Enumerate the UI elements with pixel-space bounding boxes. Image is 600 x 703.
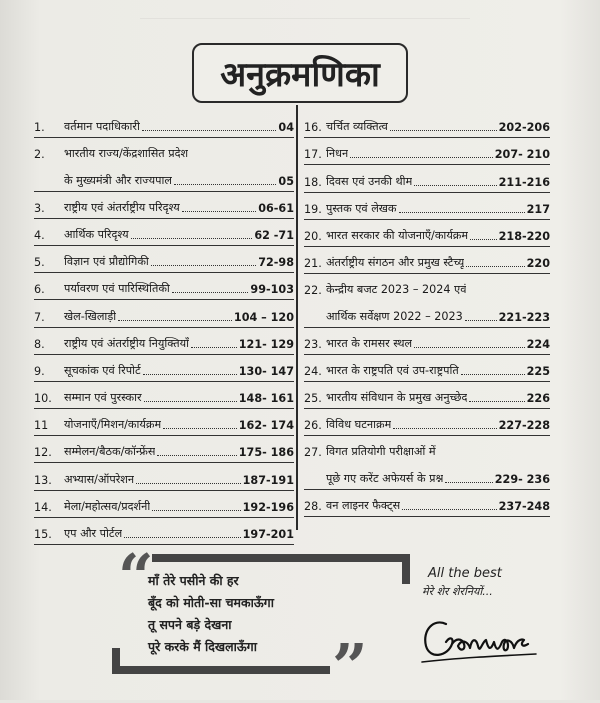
toc-entry-number: 21. (304, 257, 322, 271)
toc-entry-line (304, 247, 550, 273)
toc-entry-label: विगत प्रतियोगी परीक्षाओं में (326, 445, 436, 459)
toc-left-column (34, 111, 294, 545)
toc-entry-label: राष्ट्रीय एवं अंतर्राष्ट्रीय नियुक्तियाँ (64, 336, 190, 350)
toc-entry-line (34, 382, 294, 408)
toc-entry-number: 11 (34, 419, 49, 433)
toc-entry (34, 219, 294, 246)
toc-entry-number: 2. (34, 148, 45, 162)
quote-frame-top (152, 554, 410, 562)
toc-entry (304, 328, 550, 355)
toc-entry-number: 26. (304, 419, 322, 433)
quote-block (112, 540, 412, 703)
toc-entry-number: 5. (34, 256, 45, 270)
toc-entry-number: 23. (304, 337, 322, 351)
toc-entry-page: 04 (278, 121, 294, 135)
toc-entry (304, 355, 550, 382)
toc-entry (304, 111, 550, 138)
toc-entry-page: 187-191 (242, 473, 294, 487)
toc-entry-number: 13. (34, 473, 52, 487)
dot-leader (469, 401, 524, 402)
dot-leader (466, 266, 524, 267)
toc-entry-page: 06-61 (258, 201, 294, 215)
dot-leader (470, 239, 497, 240)
quote-line: माँ तेरे पसीने की हर (148, 573, 239, 588)
toc-entry-line (304, 300, 550, 326)
toc-entry-label: के मुख्यमंत्री और राज्यपाल (64, 173, 172, 187)
toc-entry-line (34, 355, 294, 381)
toc-entry-number: 7. (34, 310, 45, 324)
toc-entry-label: विविध घटनाक्रम (326, 418, 392, 432)
toc-entry-number: 20. (304, 229, 322, 243)
toc-entry-page: 121- 129 (238, 337, 294, 351)
toc-entry-label: आर्थिक सर्वेक्षण 2022 – 2023 (326, 309, 463, 323)
signature-block (416, 566, 566, 676)
toc-entry-page: 72-98 (258, 256, 294, 270)
signature-greeting: All the best (428, 566, 502, 581)
dot-leader (163, 428, 237, 429)
toc-entry-number: 8. (34, 337, 45, 351)
toc-entry (304, 220, 550, 247)
toc-entry-label: केन्द्रीय बजट 2023 – 2024 एवं (326, 283, 467, 297)
dot-leader (414, 347, 525, 348)
toc-entry (34, 328, 294, 355)
toc-entry-line (304, 165, 550, 191)
toc-entry-line (34, 463, 294, 489)
quote-line: पूरे करके मैं दिखलाऊँगा (148, 639, 257, 654)
toc-entry-number: 10. (34, 392, 52, 406)
toc-entry (34, 192, 294, 219)
dot-leader (399, 212, 525, 213)
toc-entry-page: 62 -71 (254, 228, 294, 242)
toc-entry-label: योजनाएँ/मिशन/कार्यक्रम (64, 418, 162, 432)
toc-entry-number: 1. (34, 121, 45, 135)
toc-entry-number: 19. (304, 202, 322, 216)
toc-entry (304, 409, 550, 436)
dot-leader (414, 185, 496, 186)
toc-entry-page: 229- 236 (494, 472, 550, 486)
toc-entry (34, 111, 294, 138)
toc-entry (34, 138, 294, 191)
toc-entry-line (304, 409, 550, 435)
toc-entry-label: भारत सरकार की योजनाएँ/कार्यक्रम (326, 228, 469, 242)
toc-entry-page: 130- 147 (238, 364, 294, 378)
dot-leader (182, 211, 256, 212)
dot-leader (143, 374, 237, 375)
toc-entry-number: 4. (34, 228, 45, 242)
toc-entry-number: 16. (304, 121, 322, 135)
toc-entry (304, 138, 550, 165)
toc-entry-line (304, 328, 550, 354)
toc-entry (34, 491, 294, 518)
column-divider (296, 105, 298, 530)
toc-entry (304, 274, 550, 327)
toc-entry-number: 15. (34, 528, 52, 541)
toc-entry-number: 12. (34, 446, 52, 460)
toc-entry (34, 436, 294, 463)
dot-leader (131, 238, 253, 239)
toc-entry-number: 3. (34, 201, 45, 215)
dot-leader (393, 428, 496, 429)
toc-entry-page: 227-228 (498, 419, 550, 433)
toc-entry-label: वन लाइनर फैक्ट्स (326, 498, 401, 512)
signature-tagline: मेरे शेर शेरनियों... (422, 585, 493, 598)
title-wrap (0, 43, 600, 105)
toc-entry-page: 162- 174 (238, 419, 294, 433)
toc-entry-page: 225 (526, 364, 550, 378)
dot-leader (118, 320, 232, 321)
toc-entry (34, 273, 294, 300)
toc-entry-line (34, 111, 294, 137)
toc-entry-line (304, 111, 550, 137)
toc-entry (34, 382, 294, 409)
toc-entry-label: खेल-खिलाड़ी (64, 309, 117, 323)
toc-entry-page: 192-196 (242, 500, 294, 514)
toc-entry-page: 104 – 120 (233, 310, 294, 324)
toc-entry-label: सूचकांक एवं रिपोर्ट (64, 363, 141, 377)
toc-entry-label: वर्तमान पदाधिकारी (64, 120, 140, 134)
toc-entry-label: विज्ञान एवं प्रौद्योगिकी (64, 255, 149, 269)
toc-entry-number: 22. (304, 284, 322, 298)
toc-entry-number: 14. (34, 500, 52, 514)
toc-entry-line (34, 164, 294, 190)
toc-entry-label: भारतीय संविधान के प्रमुख अनुच्छेद (326, 391, 468, 405)
toc-entry-line (304, 436, 550, 462)
toc-entry-label: निधन (326, 147, 349, 161)
dot-leader (174, 184, 276, 185)
quote-frame-left (112, 648, 120, 674)
toc-entry-number: 28. (304, 499, 322, 513)
toc-entry-page: 202-206 (498, 121, 550, 135)
toc-entry-line (304, 220, 550, 246)
toc-entry-label: मेला/महोत्सव/प्रदर्शनी (64, 499, 151, 513)
toc-entry-label: पूछे गए करेंट अफेयर्स के प्रश्न (326, 471, 444, 485)
toc-entry (34, 409, 294, 436)
toc-entry-line (34, 192, 294, 218)
toc-right-column (304, 111, 550, 517)
handwritten-signature-icon (416, 608, 556, 668)
toc-entry-line (34, 246, 294, 272)
dot-leader (151, 265, 256, 266)
toc-entry-page: 218-220 (498, 229, 550, 243)
toc-entry-line (304, 382, 550, 408)
toc-entry-page: 220 (526, 257, 550, 271)
toc-entry-line (34, 409, 294, 435)
toc-entry-number: 25. (304, 392, 322, 406)
dot-leader (142, 130, 277, 131)
toc-entry (34, 246, 294, 273)
toc-entry-number: 27. (304, 446, 322, 460)
toc-entry-line (34, 436, 294, 462)
toc-entry-number: 9. (34, 364, 45, 378)
toc-entry-page: 221-223 (498, 310, 550, 324)
toc-entry-line (304, 355, 550, 381)
toc-entry (34, 300, 294, 327)
toc-entry-label: भारत के रामसर स्थल (326, 336, 413, 350)
dot-leader (350, 157, 493, 158)
dot-leader (136, 483, 241, 484)
toc-entry-line (34, 138, 294, 164)
toc-entry-line (34, 219, 294, 245)
dot-leader (191, 347, 237, 348)
toc-entry-line (34, 328, 294, 354)
quote-frame-right (402, 554, 410, 584)
toc-entry (34, 518, 294, 545)
toc-entry (304, 382, 550, 409)
toc-entry-line (34, 300, 294, 326)
quote-lines (148, 570, 348, 658)
quote-line: तू सपने बड़े देखना (148, 617, 232, 632)
dot-leader (144, 401, 237, 402)
toc-entry-label: दिवस एवं उनकी थीम (326, 174, 413, 188)
toc-entry-label: अंतर्राष्ट्रीय संगठन और प्रमुख स्टैच्यू (326, 256, 465, 270)
dot-leader (402, 509, 496, 510)
dot-leader (124, 537, 240, 538)
toc-entry-number: 17. (304, 148, 322, 162)
toc-entry (304, 436, 550, 489)
toc-entry-line (304, 138, 550, 164)
toc-entry-page: 197-201 (242, 528, 294, 541)
toc-entry-page: 175- 186 (238, 446, 294, 460)
page-title: अनुक्रमणिका (220, 55, 380, 95)
toc-entry-label: राष्ट्रीय एवं अंतर्राष्ट्रीय परिदृश्य (64, 200, 180, 214)
dot-leader (172, 292, 249, 293)
toc-entry (34, 463, 294, 490)
toc-entry-label: सम्मेलन/बैठक/कॉन्फ्रेंस (64, 445, 156, 459)
quote-frame-bottom (112, 666, 330, 674)
toc-entry-label: आर्थिक परिदृश्य (64, 227, 129, 241)
close-quote-icon: ” (332, 630, 368, 703)
toc-entry (304, 490, 550, 517)
toc-entry-page: 211-216 (498, 175, 550, 189)
title-box (192, 43, 408, 103)
toc-entry-line (34, 491, 294, 517)
toc-entry-line (304, 462, 550, 488)
toc-entry-label: चर्चित व्यक्तित्व (326, 120, 388, 134)
toc-entry-line (34, 273, 294, 299)
toc-entry-page: 05 (278, 174, 294, 188)
toc-entry (34, 355, 294, 382)
dot-leader (465, 320, 497, 321)
dot-leader (157, 455, 236, 456)
toc-entry-page: 99-103 (250, 283, 294, 297)
toc-entry-label: भारतीय राज्य/केंद्रशासित प्रदेश (64, 147, 189, 161)
toc-entry-page: 207- 210 (494, 148, 550, 162)
toc-entry-line (304, 490, 550, 516)
dot-leader (461, 374, 525, 375)
toc-entry-label: अभ्यास/ऑपरेशन (64, 472, 135, 486)
open-quote-icon: “ (118, 540, 154, 613)
quote-line: बूँद को मोती-सा चमकाऊँगा (148, 595, 274, 610)
toc-entry (304, 193, 550, 220)
toc-entry-number: 18. (304, 175, 322, 189)
dot-leader (152, 510, 240, 511)
toc-entry-label: भारत के राष्ट्रपति एवं उप-राष्ट्रपति (326, 363, 459, 377)
toc-entry-page: 226 (526, 392, 550, 406)
toc-entry-number: 24. (304, 364, 322, 378)
toc-entry-page: 148- 161 (238, 392, 294, 406)
toc-entry (304, 165, 550, 192)
toc-entry-page: 217 (526, 202, 550, 216)
toc-entry-label: पुस्तक एवं लेखक (326, 201, 397, 215)
toc-entry-page: 237-248 (498, 499, 550, 513)
toc-entry-line (304, 193, 550, 219)
toc-entry (304, 247, 550, 274)
toc-entry-line (34, 518, 294, 544)
dot-leader (390, 130, 497, 131)
toc-entry-line (304, 274, 550, 300)
toc-entry-label: पर्यावरण एवं पारिस्थितिकी (64, 282, 170, 296)
bleed-through (140, 0, 470, 19)
toc-entry-label: सम्मान एवं पुरस्कार (64, 391, 142, 405)
toc-entry-page: 224 (526, 337, 550, 351)
toc-entry-label: एप और पोर्टल (64, 527, 123, 540)
dot-leader (445, 482, 492, 483)
toc-entry-number: 6. (34, 283, 45, 297)
